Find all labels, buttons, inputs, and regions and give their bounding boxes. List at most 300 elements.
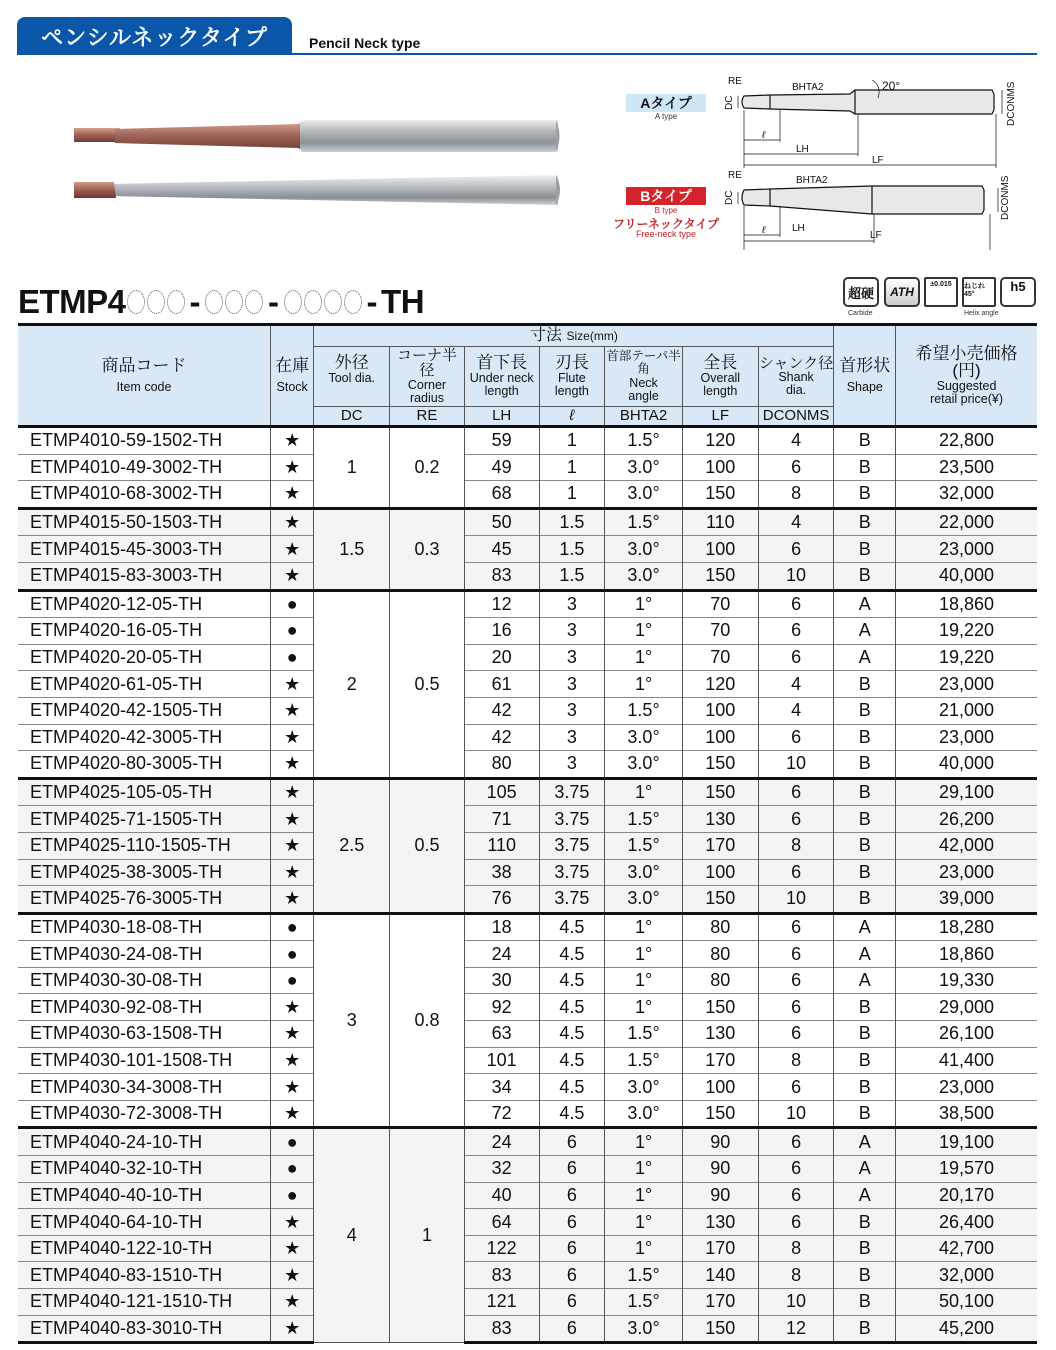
under-neck-length-cell: 72 — [464, 1100, 539, 1128]
header-dconms-symbol: DCONMS — [758, 407, 834, 427]
table-row — [18, 778, 1037, 806]
flute-length-cell: 4.5 — [539, 1047, 605, 1074]
shank-dia-cell: 6 — [758, 590, 834, 618]
stock-cell: ★ — [270, 454, 313, 481]
under-neck-length-cell: 110 — [464, 832, 539, 859]
item-code-cell: ETMP4010-68-3002-TH — [18, 481, 270, 509]
under-neck-length-cell: 32 — [464, 1156, 539, 1183]
price-cell: 40,000 — [896, 751, 1037, 779]
neck-angle-cell: 1° — [605, 913, 683, 941]
item-code-cell: ETMP4030-18-08-TH — [18, 913, 270, 941]
flute-length-cell: 6 — [539, 1128, 605, 1156]
shape-cell: A — [834, 967, 896, 994]
shank-dia-cell: 6 — [758, 1182, 834, 1209]
neck-angle-cell: 1° — [605, 1235, 683, 1262]
shank-dia-cell: 6 — [758, 454, 834, 481]
under-neck-length-cell: 83 — [464, 1262, 539, 1289]
dimension-diagrams — [610, 70, 1050, 250]
flute-length-cell: 6 — [539, 1156, 605, 1183]
price-cell: 38,500 — [896, 1100, 1037, 1128]
shank-dia-cell: 8 — [758, 1047, 834, 1074]
header-price: 希望小売価格 (円) Suggested retail price(¥) — [896, 325, 1037, 427]
item-code-cell: ETMP4030-72-3008-TH — [18, 1100, 270, 1128]
flute-length-cell: 4.5 — [539, 913, 605, 941]
price-cell: 50,100 — [896, 1289, 1037, 1316]
ath-coating-icon: ATH — [884, 277, 920, 307]
free-neck-label-jp: フリーネックタイプ — [612, 217, 720, 231]
type-a-caption: A type — [654, 112, 678, 121]
neck-angle-cell: 3.0° — [605, 886, 683, 914]
shank-dia-cell: 8 — [758, 481, 834, 509]
under-neck-length-cell: 18 — [464, 913, 539, 941]
overall-length-cell: 90 — [682, 1128, 758, 1156]
under-neck-length-cell: 68 — [464, 481, 539, 509]
tool-dia-cell: 1.5 — [314, 508, 390, 590]
under-neck-length-cell: 24 — [464, 1128, 539, 1156]
header-re: コーナ半径 Corner radius — [390, 347, 465, 407]
code-slot — [344, 290, 362, 314]
tool-dia-cell: 3 — [314, 913, 390, 1128]
flute-length-cell: 6 — [539, 1289, 605, 1316]
table-row — [18, 1209, 1037, 1236]
flute-length-cell: 3.75 — [539, 778, 605, 806]
stock-cell: ★ — [270, 481, 313, 509]
stock-cell: ★ — [270, 508, 313, 536]
header-re-symbol: RE — [390, 407, 465, 427]
table-row — [18, 1262, 1037, 1289]
neck-angle-cell: 1.5° — [605, 1262, 683, 1289]
item-code-cell: ETMP4015-83-3003-TH — [18, 562, 270, 590]
under-neck-length-cell: 83 — [464, 562, 539, 590]
table-row — [18, 886, 1037, 914]
overall-length-cell: 170 — [682, 1235, 758, 1262]
header-shape: 首形状 Shape — [834, 325, 896, 427]
overall-length-cell: 90 — [682, 1182, 758, 1209]
shape-cell: B — [834, 1047, 896, 1074]
code-slot — [167, 290, 185, 314]
neck-angle-cell: 1° — [605, 590, 683, 618]
shape-cell: B — [834, 994, 896, 1021]
diagram-label-lf-b: LF — [870, 230, 882, 241]
table-row — [18, 481, 1037, 509]
neck-angle-cell: 3.0° — [605, 1315, 683, 1343]
shank-dia-cell: 6 — [758, 778, 834, 806]
under-neck-length-cell: 59 — [464, 427, 539, 455]
price-cell: 45,200 — [896, 1315, 1037, 1343]
neck-angle-cell: 1° — [605, 778, 683, 806]
price-cell: 40,000 — [896, 562, 1037, 590]
header-dc: 外径 Tool dia. — [314, 347, 390, 407]
item-code-cell: ETMP4025-76-3005-TH — [18, 886, 270, 914]
shank-dia-cell: 4 — [758, 697, 834, 724]
flute-length-cell: 6 — [539, 1262, 605, 1289]
shank-dia-cell: 4 — [758, 671, 834, 698]
stock-cell: ★ — [270, 1262, 313, 1289]
price-cell: 39,000 — [896, 886, 1037, 914]
shape-cell: B — [834, 1074, 896, 1101]
overall-length-cell: 120 — [682, 427, 758, 455]
under-neck-length-cell: 16 — [464, 618, 539, 645]
item-code-cell: ETMP4010-59-1502-TH — [18, 427, 270, 455]
helix-angle-caption: Helix angle — [964, 310, 999, 317]
flute-length-cell: 1.5 — [539, 536, 605, 563]
feature-icons — [843, 277, 1038, 322]
item-code-cell: ETMP4020-61-05-TH — [18, 671, 270, 698]
shank-dia-cell: 6 — [758, 967, 834, 994]
item-code-cell: ETMP4040-32-10-TH — [18, 1156, 270, 1183]
overall-length-cell: 170 — [682, 832, 758, 859]
shank-dia-cell: 10 — [758, 1289, 834, 1316]
neck-angle-cell: 3.0° — [605, 859, 683, 886]
shape-cell: A — [834, 1128, 896, 1156]
shape-cell: B — [834, 1021, 896, 1048]
price-cell: 26,100 — [896, 1021, 1037, 1048]
neck-angle-cell: 1.5° — [605, 806, 683, 833]
shape-cell: B — [834, 1262, 896, 1289]
header-item-code: 商品コード Item code — [18, 325, 270, 427]
item-code-cell: ETMP4030-30-08-TH — [18, 967, 270, 994]
table-row — [18, 508, 1037, 536]
stock-cell: ★ — [270, 1289, 313, 1316]
price-cell: 32,000 — [896, 481, 1037, 509]
overall-length-cell: 70 — [682, 618, 758, 645]
overall-length-cell: 150 — [682, 886, 758, 914]
item-code-cell: ETMP4020-80-3005-TH — [18, 751, 270, 779]
shank-dia-cell: 4 — [758, 427, 834, 455]
price-cell: 42,000 — [896, 832, 1037, 859]
under-neck-length-cell: 61 — [464, 671, 539, 698]
table-row — [18, 1289, 1037, 1316]
stock-cell: ★ — [270, 724, 313, 751]
stock-cell: ● — [270, 644, 313, 671]
table-row — [18, 1235, 1037, 1262]
table-row — [18, 1156, 1037, 1183]
carbide-caption: Carbide — [848, 310, 873, 317]
overall-length-cell: 80 — [682, 913, 758, 941]
neck-angle-cell: 1° — [605, 618, 683, 645]
price-cell: 29,000 — [896, 994, 1037, 1021]
stock-cell: ★ — [270, 1100, 313, 1128]
neck-angle-cell: 1.5° — [605, 1021, 683, 1048]
section-title-jp: ペンシルネックタイプ — [17, 17, 292, 55]
stock-cell: ★ — [270, 1315, 313, 1343]
table-row — [18, 751, 1037, 779]
type-b-badge: Bタイプ — [626, 187, 706, 205]
code-slot — [304, 290, 322, 314]
free-neck-label-en: Free-neck type — [635, 229, 697, 239]
overall-length-cell: 150 — [682, 778, 758, 806]
price-cell: 18,860 — [896, 590, 1037, 618]
spec-table-body — [18, 427, 1037, 1343]
shank-dia-cell: 6 — [758, 644, 834, 671]
diagram-label-dconms: DCONMS — [1006, 81, 1017, 126]
price-cell: 29,100 — [896, 778, 1037, 806]
shank-dia-cell: 8 — [758, 1235, 834, 1262]
neck-angle-cell: 1.5° — [605, 427, 683, 455]
tool-dia-cell: 2.5 — [314, 778, 390, 913]
stock-cell: ★ — [270, 1235, 313, 1262]
diagram-label-lh-b: LH — [792, 223, 805, 234]
overall-length-cell: 90 — [682, 1156, 758, 1183]
price-cell: 23,500 — [896, 454, 1037, 481]
shank-dia-cell: 10 — [758, 562, 834, 590]
item-code-cell: ETMP4025-105-05-TH — [18, 778, 270, 806]
shape-cell: B — [834, 427, 896, 455]
code-slot — [225, 290, 243, 314]
flute-length-cell: 3 — [539, 618, 605, 645]
flute-length-cell: 4.5 — [539, 994, 605, 1021]
header-lh-symbol: LH — [464, 407, 539, 427]
shank-dia-cell: 6 — [758, 724, 834, 751]
table-row — [18, 1182, 1037, 1209]
model-code-heading — [18, 283, 424, 321]
overall-length-cell: 100 — [682, 454, 758, 481]
shape-cell: B — [834, 697, 896, 724]
stock-cell: ★ — [270, 832, 313, 859]
item-code-cell: ETMP4030-92-08-TH — [18, 994, 270, 1021]
diagram-label-re-b: RE — [728, 170, 742, 181]
shape-cell: A — [834, 644, 896, 671]
stock-cell: ★ — [270, 778, 313, 806]
shape-cell: B — [834, 508, 896, 536]
overall-length-cell: 130 — [682, 1209, 758, 1236]
shank-dia-cell: 6 — [758, 618, 834, 645]
shape-cell: B — [834, 724, 896, 751]
price-cell: 23,000 — [896, 671, 1037, 698]
item-code-cell: ETMP4025-71-1505-TH — [18, 806, 270, 833]
shank-dia-cell: 10 — [758, 751, 834, 779]
stock-cell: ● — [270, 1128, 313, 1156]
spec-table — [18, 323, 1037, 1344]
model-prefix: ETMP4 — [18, 283, 126, 320]
under-neck-length-cell: 101 — [464, 1047, 539, 1074]
shape-cell: A — [834, 590, 896, 618]
stock-cell: ★ — [270, 536, 313, 563]
shape-cell: B — [834, 751, 896, 779]
shank-dia-cell: 8 — [758, 832, 834, 859]
neck-angle-cell: 1.5° — [605, 832, 683, 859]
table-row — [18, 618, 1037, 645]
under-neck-length-cell: 105 — [464, 778, 539, 806]
shape-cell: B — [834, 778, 896, 806]
overall-length-cell: 170 — [682, 1289, 758, 1316]
shank-dia-cell: 6 — [758, 1128, 834, 1156]
shape-cell: B — [834, 1289, 896, 1316]
item-code-cell: ETMP4010-49-3002-TH — [18, 454, 270, 481]
overall-length-cell: 140 — [682, 1262, 758, 1289]
neck-angle-cell: 3.0° — [605, 1100, 683, 1128]
overall-length-cell: 150 — [682, 481, 758, 509]
neck-angle-cell: 3.0° — [605, 536, 683, 563]
under-neck-length-cell: 40 — [464, 1182, 539, 1209]
diagram-label-flute-b: ℓ — [762, 225, 766, 236]
shank-dia-cell: 6 — [758, 941, 834, 968]
price-cell: 19,570 — [896, 1156, 1037, 1183]
item-code-cell: ETMP4040-121-1510-TH — [18, 1289, 270, 1316]
shape-cell: B — [834, 1209, 896, 1236]
overall-length-cell: 150 — [682, 1315, 758, 1343]
table-row — [18, 1100, 1037, 1128]
code-slot — [205, 290, 223, 314]
shank-dia-cell: 12 — [758, 1315, 834, 1343]
flute-length-cell: 6 — [539, 1209, 605, 1236]
flute-length-cell: 3 — [539, 590, 605, 618]
shape-cell: B — [834, 481, 896, 509]
shape-cell: B — [834, 536, 896, 563]
under-neck-length-cell: 63 — [464, 1021, 539, 1048]
table-row — [18, 697, 1037, 724]
item-code-cell: ETMP4030-63-1508-TH — [18, 1021, 270, 1048]
table-row — [18, 427, 1037, 455]
item-code-cell: ETMP4040-64-10-TH — [18, 1209, 270, 1236]
item-code-cell: ETMP4040-83-1510-TH — [18, 1262, 270, 1289]
stock-cell: ★ — [270, 806, 313, 833]
shank-dia-cell: 6 — [758, 536, 834, 563]
diagram-label-dc: DC — [724, 95, 735, 110]
stock-cell: ★ — [270, 1021, 313, 1048]
under-neck-length-cell: 80 — [464, 751, 539, 779]
table-row — [18, 967, 1037, 994]
flute-length-cell: 4.5 — [539, 967, 605, 994]
stock-cell: ● — [270, 941, 313, 968]
corner-radius-cell: 0.2 — [390, 427, 465, 509]
overall-length-cell: 100 — [682, 859, 758, 886]
price-cell: 20,170 — [896, 1182, 1037, 1209]
shape-cell: A — [834, 913, 896, 941]
corner-radius-cell: 0.5 — [390, 590, 465, 778]
overall-length-cell: 100 — [682, 1074, 758, 1101]
stock-cell: ★ — [270, 1074, 313, 1101]
item-code-cell: ETMP4020-42-1505-TH — [18, 697, 270, 724]
table-row — [18, 806, 1037, 833]
under-neck-length-cell: 83 — [464, 1315, 539, 1343]
stock-cell: ★ — [270, 1209, 313, 1236]
table-row — [18, 1021, 1037, 1048]
table-row — [18, 832, 1037, 859]
header-bhta2: 首部テーパ半角 Neck angle — [605, 347, 683, 407]
under-neck-length-cell: 45 — [464, 536, 539, 563]
shape-cell: B — [834, 1100, 896, 1128]
under-neck-length-cell: 12 — [464, 590, 539, 618]
shape-cell: B — [834, 1235, 896, 1262]
price-cell: 41,400 — [896, 1047, 1037, 1074]
price-cell: 26,200 — [896, 806, 1037, 833]
shape-cell: A — [834, 941, 896, 968]
table-row — [18, 671, 1037, 698]
diagram-label-bhta2: BHTA2 — [792, 82, 824, 93]
item-code-cell: ETMP4025-110-1505-TH — [18, 832, 270, 859]
neck-angle-cell: 1° — [605, 1209, 683, 1236]
table-row — [18, 536, 1037, 563]
stock-cell: ● — [270, 1182, 313, 1209]
price-cell: 19,100 — [896, 1128, 1037, 1156]
table-row — [18, 859, 1037, 886]
under-neck-length-cell: 42 — [464, 724, 539, 751]
stock-cell: ★ — [270, 859, 313, 886]
price-cell: 23,000 — [896, 536, 1037, 563]
corner-radius-cell: 0.5 — [390, 778, 465, 913]
flute-length-cell: 1.5 — [539, 508, 605, 536]
code-slot — [284, 290, 302, 314]
item-code-cell: ETMP4020-20-05-TH — [18, 644, 270, 671]
diagram-label-angle: 20° — [882, 79, 901, 93]
under-neck-length-cell: 71 — [464, 806, 539, 833]
overall-length-cell: 100 — [682, 697, 758, 724]
under-neck-length-cell: 64 — [464, 1209, 539, 1236]
corner-radius-cell: 0.8 — [390, 913, 465, 1128]
table-row — [18, 1315, 1037, 1343]
shank-dia-cell: 6 — [758, 806, 834, 833]
stock-cell: ● — [270, 967, 313, 994]
flute-length-cell: 3 — [539, 671, 605, 698]
under-neck-length-cell: 20 — [464, 644, 539, 671]
header-lf: 全長 Overall length — [682, 347, 758, 407]
shank-dia-cell: 6 — [758, 913, 834, 941]
table-row — [18, 562, 1037, 590]
diagram-label-flute: ℓ — [762, 130, 766, 141]
shank-dia-cell: 10 — [758, 1100, 834, 1128]
type-a-badge: Aタイプ — [626, 94, 706, 112]
helix-angle-icon: ねじれ45° — [962, 277, 996, 307]
stock-cell: ● — [270, 618, 313, 645]
item-code-cell: ETMP4030-24-08-TH — [18, 941, 270, 968]
shank-dia-cell: 8 — [758, 1262, 834, 1289]
end-mill-image-type-b — [70, 172, 565, 206]
overall-length-cell: 150 — [682, 1100, 758, 1128]
overall-length-cell: 70 — [682, 644, 758, 671]
neck-angle-cell: 1.5° — [605, 1047, 683, 1074]
flute-length-cell: 3 — [539, 697, 605, 724]
code-slot — [147, 290, 165, 314]
overall-length-cell: 130 — [682, 1021, 758, 1048]
overall-length-cell: 70 — [682, 590, 758, 618]
stock-cell: ★ — [270, 562, 313, 590]
under-neck-length-cell: 42 — [464, 697, 539, 724]
header-size: 寸法 Size(mm) — [314, 325, 834, 347]
flute-length-cell: 6 — [539, 1182, 605, 1209]
item-code-cell: ETMP4015-45-3003-TH — [18, 536, 270, 563]
table-row — [18, 644, 1037, 671]
table-row — [18, 1047, 1037, 1074]
neck-angle-cell: 1° — [605, 994, 683, 1021]
flute-length-cell: 1 — [539, 454, 605, 481]
overall-length-cell: 110 — [682, 508, 758, 536]
shank-dia-cell: 4 — [758, 508, 834, 536]
shape-cell: B — [834, 832, 896, 859]
stock-cell: ● — [270, 1156, 313, 1183]
stock-cell: ● — [270, 590, 313, 618]
overall-length-cell: 150 — [682, 562, 758, 590]
table-row — [18, 941, 1037, 968]
stock-cell: ★ — [270, 751, 313, 779]
stock-cell: ★ — [270, 697, 313, 724]
under-neck-length-cell: 30 — [464, 967, 539, 994]
table-row — [18, 1128, 1037, 1156]
tool-dimension-drawing — [610, 70, 1050, 250]
product-photos — [70, 110, 570, 220]
header-stock: 在庫 Stock — [270, 325, 313, 427]
model-dash: - — [268, 283, 279, 320]
code-slot — [127, 290, 145, 314]
under-neck-length-cell: 121 — [464, 1289, 539, 1316]
flute-length-cell: 4.5 — [539, 1021, 605, 1048]
header-dconms: シャンク径 Shank dia. — [758, 347, 834, 407]
neck-angle-cell: 3.0° — [605, 751, 683, 779]
shank-dia-cell: 10 — [758, 886, 834, 914]
item-code-cell: ETMP4015-50-1503-TH — [18, 508, 270, 536]
section-title-en: Pencil Neck type — [309, 35, 421, 51]
price-cell: 26,400 — [896, 1209, 1037, 1236]
